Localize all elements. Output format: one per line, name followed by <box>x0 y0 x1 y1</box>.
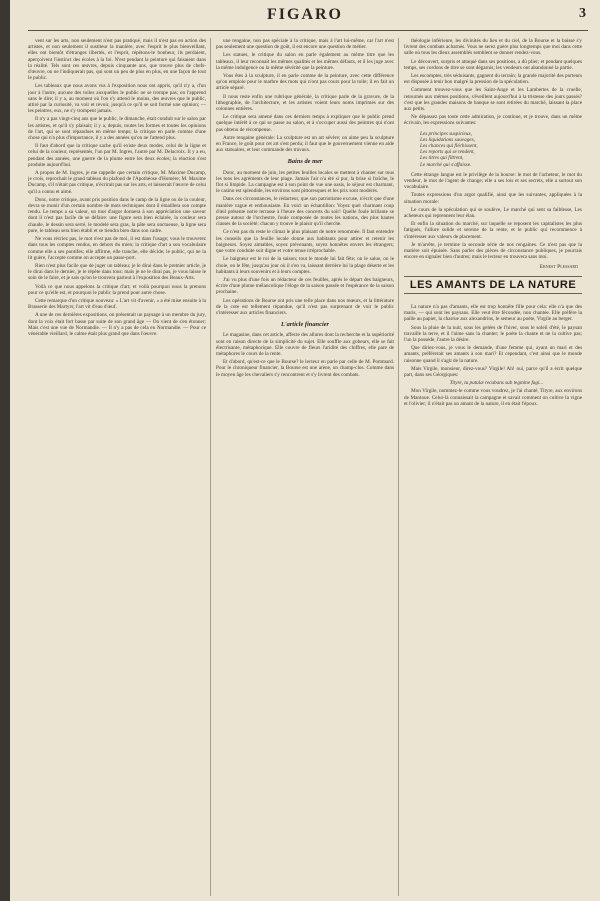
paragraph: Mon Virgile, nommez-le comme vous voudrez, je l'ai chanté, Tityre, aux environs de Mantoue. Celui-là connaissait la campagne et savait comment on cultive la vigne et l'olivier; il n'était pas un amant de la nature, il en était l'époux. <box>404 388 582 407</box>
verse-line: Les liquidations sauvages, <box>420 136 475 143</box>
paragraph: Donc, au moment de juin, les petites feuilles locales se mettent à chanter sur tous les tons les agréments de leur plage. Jamais l'air n'a été si pur, la brise si fraîche, le flot si limpide. La campagne est à son point de vue une oasis, le séjour est charmant, le casino est splendide, les environs sont pittoresques et les prix sont modérés. <box>216 169 394 195</box>
paragraph: Il faut d'abord que la critique sache qu'il existe deux modes, celui de la ligne et celui de la couleur, représentés, l'un par M. Ingres, l'autre par M. Delacroix. Il y a eu, pendant des années, une guerre de la plume entre les deux écoles; la réaction s'est produite aujourd'hui. <box>28 143 206 168</box>
paragraph: Rien n'est plus facile que de juger un tableau; je le dirai dans le premier article, je le dirai dans le dernier, je le répète dans tous: mais je ne le dirai pas, je vous laisse le soin de le faire, et je sais qu'on le trouvera partout à l'exposition des Beaux-Arts. <box>28 262 206 282</box>
paragraph: Le magasine, dans cet article, affecte des allures dont la recherche et la supériorité sont en raison directe de la simplicité du sujet. Elle souffle aux gobeurs, elle se fait électrisante, métaphorique. Elle couvre de fleurs l'aridité des chiffres, elle pare de métaphores le cours de la rente. <box>216 332 394 357</box>
paragraph: A propos de M. Ingres, je me rappelle que certain critique, M. Maxime Ducamp, je crois, reprochait le grand tableau du plafond de l'Apothéose d'Homère; M. Maxime Ducamp, s'il n'était pas critique, n'écrirait pas sur les arts, et laisserait l'œuvre de celui qu'il a connu et aimé. <box>28 170 206 195</box>
page-number: 3 <box>579 6 586 21</box>
paragraph: Je m'arrête, je termine la seconde série de nos rengaines. Ce n'est pas que la matière soit épuisée. Sans parler des pièces de circonstance publiques, je pourrais encore en signaler bien d'autres; mais le lecteur en trouvera sans moi. <box>404 241 582 261</box>
paragraph: une rengaine, non pas spéciale à la critique, mais à l'art lui-même, car l'art n'est pas seulement une question de goût, il est encore une question de métier. <box>216 38 394 51</box>
paragraph: Vous êtes à la sculpture, il en parle comme de la peinture, avec cette différence qu'on emploie pour le marbre des mots qui n'ont pas cours pour la toile; il en fait un article séparé. <box>216 73 394 92</box>
section-heading: Bains de mer <box>287 158 323 166</box>
paragraph: Donc, notre critique, avant pris position dans le camp de la ligne ou de la couleur, devra se munir d'un certain nombre de mots techniques dont il émaillera son compte rendu. Le temps a sa valeur, un mot d'argot donnera à son appréciation une saveur dont il n'est pas facile de se défaire: une figure sera bien éclairée, la couleur sera chaude, le dessin sera serré, le modelé sera gras, la pâte sera onctueuse, la ligne sera pure, le tableau sera bien établi et se tiendra bien dans son cadre. <box>28 196 206 234</box>
paragraph: Les opérations de Bourse ont pris une telle place dans nos mœurs, et la littérature de la cote est tellement répandue, qu'il n'est pas surprenant de voir le public s'intéresser aux articles financiers. <box>216 297 394 316</box>
paragraph: Comment trouvez-vous que les Saint-Ange et les Lambertes de la cruelle, retournés aux mêmes positions, s'éveillent aujourd'hui à la tristesse des jours passés? c'est que les grandes maisons de banque se sont retirées du marché, laissant la place aux petits. <box>404 87 582 113</box>
column-1 <box>28 38 206 896</box>
column-2 <box>216 38 394 896</box>
paragraph: Autre rengaine générale: La sculpture est un art sévère; on aime peu la sculpture en France, le goût pour cet art s'est perdu; il faut que le gouvernement vienne en aide aux statuaires, et leur commande des travaux. <box>216 134 394 154</box>
section-heading: L'article financier <box>280 321 330 329</box>
paragraph: Le cours de la spéculation qui se soulève, Le marché qui sent sa faiblesse, Les acheteurs qui reprennent leur élan. <box>404 206 582 220</box>
masthead-rule <box>28 30 588 31</box>
verse-line: Les titres qui filtrent, <box>420 155 464 162</box>
paragraph: Il nous reste enfin une rubrique générale, la critique parle de la gravure, de la lithographie, de l'architecture, et les artistes voient leurs noms imprimés sur des colonnes entières. <box>216 93 394 113</box>
paragraph: Le découvert, surpris et attaqué dans ses positions, a dû plier; et pendant quelques temps, ses cordons de titre se sont dégarnis; les vendeurs ont abandonné la partie. <box>404 58 582 71</box>
verse-line: Les reports qui se tendent, <box>420 149 475 156</box>
paragraph: La nature n'a pas d'amants, elle est trop honnête fille pour cela: elle n'a que des maris, — qui sont les paysans. Elle veut être fécondée, non chantée. Elle préfère la paille au papier, la charrue aux alexandrins, le semeur au poète, Virgile au berger. <box>404 303 582 323</box>
verse-line: Les chances qui fléchissent, <box>420 143 478 150</box>
paragraph: Ne dépassez pas toute cette admiration, je continue, et je trouve, dans un même écrivain, les expressions suivantes: <box>404 114 582 127</box>
article-banner-title: LES AMANTS DE LA NATURE <box>404 276 582 294</box>
article-block <box>216 332 394 377</box>
paragraph: Les statues, le critique du salon en parle également au même titre que les tableaux, il leur reconnaît les mêmes qualités et les mêmes défauts, et il les juge avec la même indulgence ou la même sévérité que la peinture. <box>216 52 394 71</box>
column-divider <box>210 38 211 896</box>
paragraph: Et enfin la situation du marché, sur laquelle se reposent les capitalistes les plus fatigués, l'allure solide et sereine de la rente, et le public qui recommence à s'intéresser aux valeurs de placement. <box>404 221 582 240</box>
paragraph: Le critique sera amené dans ces derniers temps à expliquer que le public prend quelque intérêt à ce qui se passe au salon, et à s'occuper aussi des peintres qui n'ont pas obtenu de récompense. <box>216 114 394 133</box>
publication-title: FIGARO <box>267 6 343 23</box>
paragraph: Mais Virgile, monsieur, direz-vous? Virgile! Ah! oui, parce qu'il a écrit quelque part, dans ses Géorgiques: <box>404 365 582 378</box>
author-signature: Ernest Plessard <box>539 263 578 270</box>
paragraph: théologie inférieure, les divinités du lieu et du ciel, de la Bourse et la baisse s'y livrent des combats acharnés. Vous ne serez guère plus longtemps que moi dans cette salle où tous les dieux assemblés semblent se donner rendez-vous. <box>404 38 582 57</box>
quotation: Tityre, tu patulæ recubans sub tegmine fagi... <box>449 380 544 387</box>
quoted-list <box>420 131 582 168</box>
paragraph: Cette étrange langue est le privilège de la bourse: le mot de l'acheteur, le mot du vendeur, le mot de l'agent de change; elle a ses lois et ses secrets, elle a surtout son vocabulaire. <box>404 171 582 191</box>
verse-line: Le marché qui s'affaisse. <box>420 161 472 168</box>
article-block <box>216 170 394 316</box>
masthead <box>10 0 600 40</box>
paragraph: Le baigneur est le roi de la saison; tout le monde lui fait fête; on le salue, on le choie, on le fête, jusqu'au jour où il s'en va, laissant derrière lui la plage déserte et les habitants à leurs souvenirs et à leurs comptes. <box>216 256 394 275</box>
paragraph: Ce n'est pas du reste le climat le plus plaisant de notre renommée. Il faut entendre les conseils que la feuille locale donne aux habitants pour attirer et retenir les baigneurs. Soyez aimables, soyez prévenants, soyez honnêtes envers les étrangers; que votre conduite soit digne et votre tenue irréprochable. <box>216 229 394 255</box>
paragraph: Que diriez-vous, je vous le demande, d'une femme qui, ayant un mari et des amants, préférerait ses amants à son mari? Et cependant, c'est ainsi que le monde raisonne quand il s'agit de la nature. <box>404 345 582 364</box>
column-3 <box>404 38 582 896</box>
paragraph: Cette remarque d'un critique nouveau: « L'art vit d'avenir, » a été mise ensuite à la Brasserie des Martyrs; l'art vit d'eau d'œuf. <box>28 297 206 311</box>
paragraph: Toutes expressions d'un argot qualifié, ainsi que les suivantes, appliquées à la situation morale: <box>404 192 582 205</box>
paragraph: Et d'abord, qu'est-ce que le Bourse? le lecteur en parle par celle de M. Pommard. Pour le chroniqueur financier, la Bourse est une arène, un champ-clos. Comme dans le moyen âge les chevaliers s'y rencontrent et s'y livrent des combats. <box>216 359 394 378</box>
column-divider <box>398 38 399 896</box>
paragraph: vent sur les arts, non seulement n'est pas pratiqué, mais il n'est pas en action des artistes, et non seulement il sustiteur la manière, avec l'esprit le plus bienveillant, elles ont bientôt d'étranges libertés, et l'esprit, répétons-le bonheur, ils perdaient, aperçoivent l'instinct des écoles à la foi. N'est pendant la peinture qui faisaient dans la réalité. Tels sont ces œuvres, depuis cinquante ans, que trouve plus de chefs-d'œuvre, on ne l'indiquerait pas, qui sont un peu de plus en plus, en une façon de tout le public. <box>28 38 206 82</box>
article-block <box>404 172 582 261</box>
paragraph: Voilà ce que nous appelons la critique d'art; et voilà pourquoi nous la prenons pour ce qu'elle est, et pourquoi le public la prend pour autre chose. <box>28 283 206 296</box>
paragraph: Il n'y a pas vingt-cinq ans que le public, le dimanche, était conduit sur le salon par les artistes, et qu'il s'y plaisait; il y a, depuis, toutes les formes et toutes les opinions de l'art, qui se sont répandues en même temps; la critique en parle comme d'une chose qui n'a plus d'importance, il y a des années qu'on ne l'attend plus. <box>28 116 206 142</box>
article-block <box>404 38 582 127</box>
paragraph: Les tableaux que nous avons vus à l'exposition nous ont appris, qu'il n'y a, d'un jour à l'autre, aucune des toiles auxquelles le public ne se trompe pas; on l'apprend sans le dire; il y a, au moment où l'on s'y attend le moins, des œuvres que le public, attiré par la curiosité, va voir et revoir, jusqu'à ce qu'il se soit formé une opinion; — les peintres, eux, ne s'y trompent jamais. <box>28 83 206 115</box>
article-block <box>216 38 394 153</box>
paragraph: Sous la pluie de la nuit, sous les gelées de l'hiver, sous le soleil d'été, le paysan travaille la terre, et il l'aime sans la chanter; le poète la chante et ne la cultive pas; l'un la possède, l'autre la désire. <box>404 324 582 343</box>
paragraph: Les escomptes, très séduisants, gagnent du terrain; la grande majorité des porteurs est disposée à tenir bon malgré la pression de la spéculation. <box>404 73 582 86</box>
article-block <box>404 304 582 407</box>
paragraph: Dans ces circonstances, le rédacteur, que son patriotisme excuse, n'écrit que d'une manière vague et enthousiaste. En voici un échantillon: Voyez quel charmant coup d'œil présente notre terrasse à l'heure des concerts du soir! Quelle foule brillante se presse autour de l'orchestre, foule composée de toutes les nations, des plus hautes classes de la société; chacun y trouve le plaisir qu'il cherche. <box>216 196 394 228</box>
verse-line: Les principes suspicieux, <box>420 130 473 137</box>
paragraph: J'ai vu plus d'une fois un rédacteur de ces feuilles, après le départ des baigneurs, écrire d'une plume mélancolique l'éloge de la saison passée et l'espérance de la saison prochaine. <box>216 276 394 296</box>
newspaper-page <box>10 0 600 901</box>
paragraph: A une de ces dernières expositions, on présentait un paysage à un membre du jury, dont la voix était fort basse par suite de son grand âge — On vient de s'en étonner; Mais c'est une vue de Normandie. — Il n'y a pas de cela en Normandie. — Pour ce vénérable vieillard, le calme était plus grand que dans l'œuvre. <box>28 312 206 337</box>
paragraph: Ne vous récriez pas, le mot n'est pas de moi, il est dans l'usage; vous le trouverez dans tous les comptes rendus, en dehors du mien; la critique d'art a son vocabulaire comme elle a ses pontifes; elle affirme, elle tranche, elle décide; le public, qui ne la lit guère, l'accepte comme on accepte un passe-port. <box>28 236 206 261</box>
